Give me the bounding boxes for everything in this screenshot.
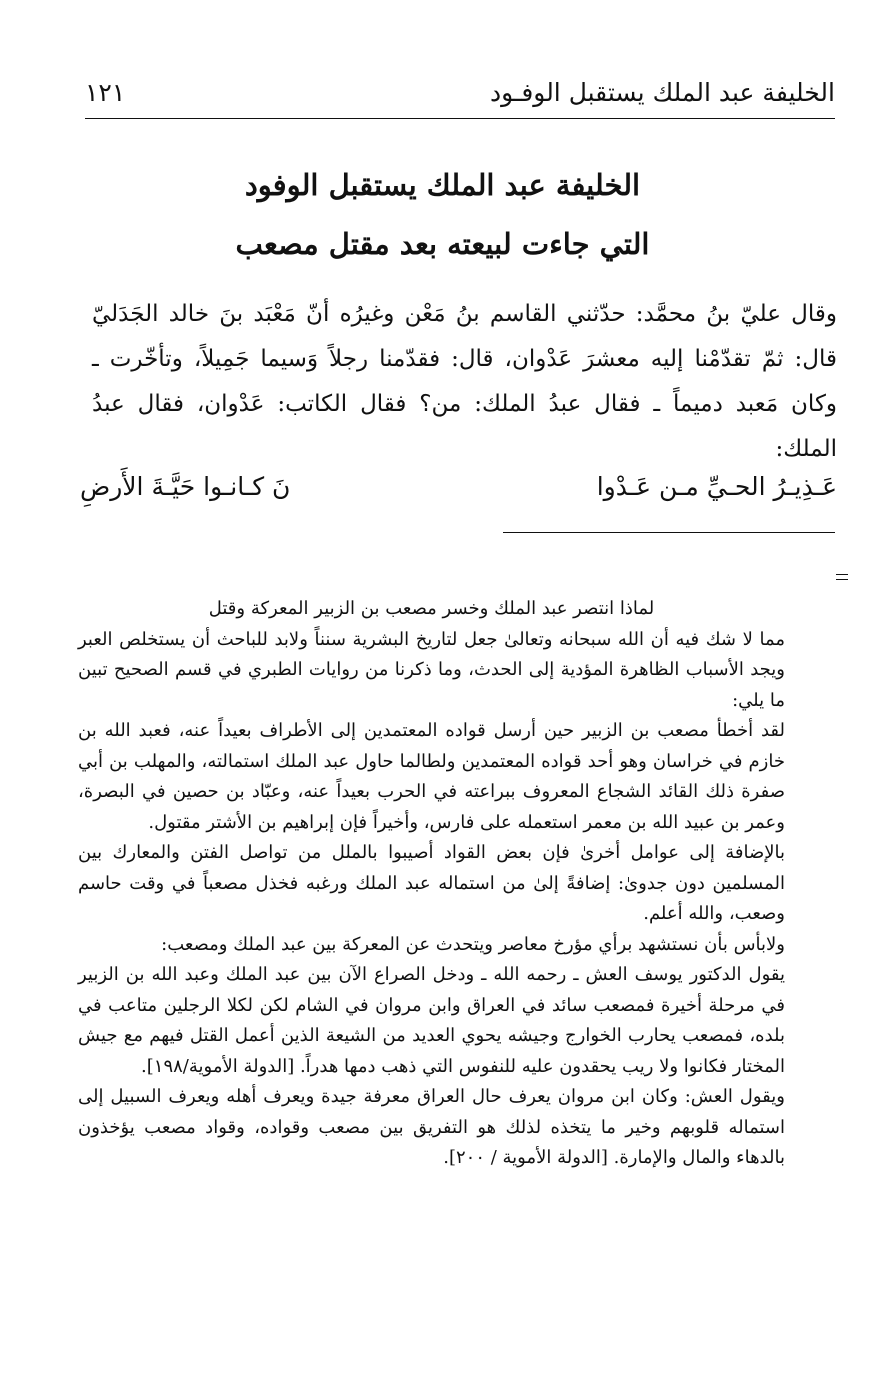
footnote-separator [503,532,835,533]
notes-paragraph: ويقول العش: وكان ابن مروان يعرف حال العراق معرفة جيدة ويعرف أهله ويعرف السبيل إلى استماله قلوبهم وخير ما يتخذه لذلك هو التفريق بين مصعب وقواده، وقواد مصعب يؤخذون بالدهاء والمال والإمارة. [الدولة الأموية / ٢٠٠]. [78,1086,785,1168]
notes-paragraph: مما لا شك فيه أن الله سبحانه وتعالىٰ جعل لتاريخ البشرية سنناً ولابد للباحث أن يستخلص العبر ويجد الأسباب الظاهرة المؤدية إلى الحدث، وما ذكرنا من روايات الطبري في قسم الصحيح تبين ما يلي: [78,628,785,711]
notes-paragraph: ولابأس بأن نستشهد برأي مؤرخ معاصر ويتحدث عن المعركة بين عبد الملك ومصعب: [161,933,785,955]
notes-paragraph: يقول الدكتور يوسف العش ـ رحمه الله ـ ودخل الصراع الآن بين عبد الملك وعبد الله بن الزبير في مرحلة أخيرة فمصعب سائد في العراق وابن مروان في الشام لكن لكلا الرجلين متاعب في بلده، فمصعب يحارب الخوارج وجيشه يحوي العديد من الشيعة الذين أعمل القتل فيهم مع جيش المختار فكانوا ولا ريب يحقدون عليه للنفوس التي ذهب دمها هدراً. [الدولة الأموية/١٩٨]. [78,964,785,1077]
running-header [85,78,835,112]
margin-mark [836,574,848,575]
body-paragraph: وقال عليّ بنُ محمَّد: حدّثني القاسم بنُ مَعْن وغيرُه أنّ مَعْبَد بنَ خالد الجَدَليّ قال: ثمّ تقدّمْنا إليه معشرَ عَدْوان، قال: فقدّمنا رجلاً وَسيما جَمِيلاً، وتأخّرت ـ وكان مَعبد دميماً ـ فقال عبدُ الملك: من؟ فقال الكاتب: عَدْوان، فقال عبدُ الملك: [92,301,837,462]
running-header-title: الخليفة عبد الملك يستقبل الوفـود [489,78,835,107]
notes-paragraph: لقد أخطأ مصعب بن الزبير حين أرسل قواده المعتمدين إلى الأطراف بعيداً عنه، فعبد الله بن خازم في خراسان وهو أحد قواده المعتمدين ولطالما حاول عبد الملك استمالته، والمهلب بن أبي صفرة ذلك القائد الشجاع المعروف ببراعته في الحرب بعيداً عنه، وعبّاد بن حصين في البصرة، وعمر بن عبيد الله بن معمر استعمله على فارس، وأخيراً فإن إبراهيم بن الأشتر مقتول. [78,720,785,833]
margin-mark-2 [836,579,848,580]
notes-heading: لماذا انتصر عبد الملك وخسر مصعب بن الزبير المعركة وقتل [208,598,655,619]
commentary-notes [78,594,785,1174]
poetry-verse [80,472,837,512]
main-text [92,292,837,472]
section-title-line-2: التي جاءت لبيعته بعد مقتل مصعب [235,227,650,261]
verse-hemistich-2: نَ كـانـوا حَيَّـةَ الأَرضِ [80,472,291,501]
section-title-line-1: الخليفة عبد الملك يستقبل الوفود [244,168,641,202]
verse-hemistich-1: عَـذِيـرُ الحـيِّ مـن عَـدْوا [596,472,837,501]
notes-paragraph: بالإضافة إلى عوامل أخرىٰ فإن بعض القواد أصيبوا بالملل من تواصل الفتن والمعارك بين المسلمين دون جدوىٰ: إضافةً إلىٰ من استماله عبد الملك ورغبه فخذل مصعباً في وقت حاسم وصعب، والله أعلم. [78,842,785,924]
header-rule [85,118,835,119]
page-number: ١٢١ [85,78,126,107]
